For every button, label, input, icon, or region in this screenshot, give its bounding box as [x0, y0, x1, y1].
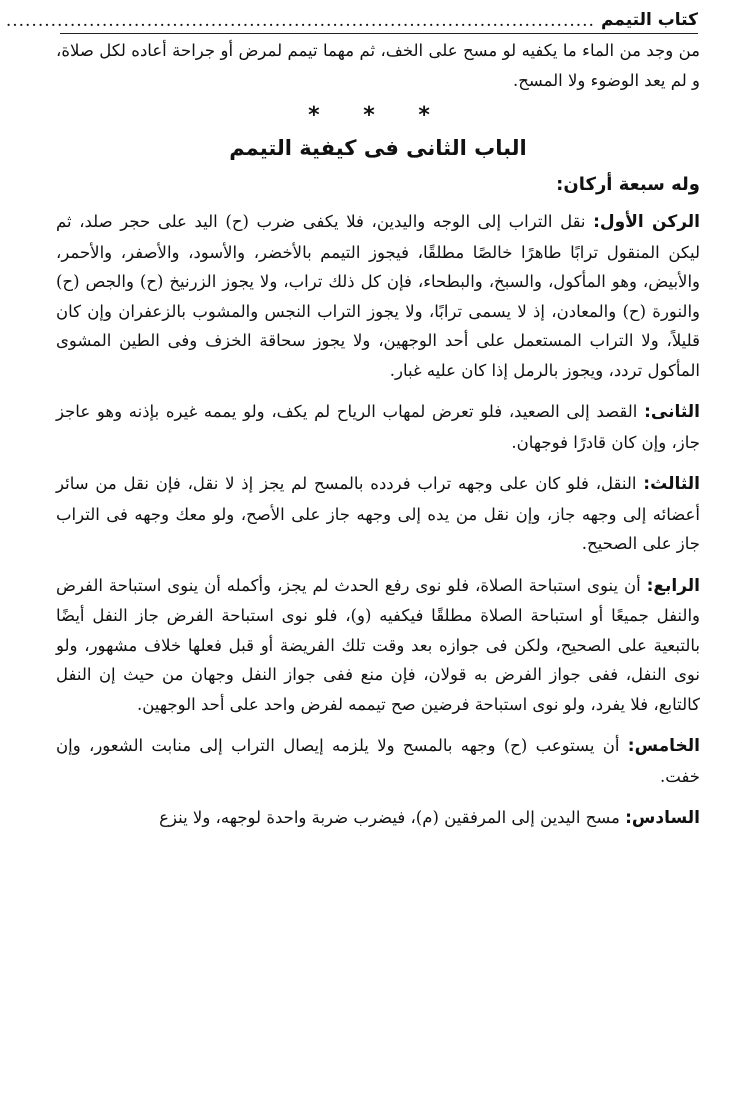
pillar-text: أن يستوعب (ح) وجهه بالمسح ولا يلزمه إيصال التراب إلى منابت الشعور، وإن خفت.: [56, 736, 700, 786]
header-book-title: كتاب التيمم: [600, 10, 698, 30]
pillar-label: السادس:: [625, 808, 700, 828]
running-header: [5, 4, 698, 34]
pillar-text: النقل، فلو كان على وجهه تراب فردده بالمسح لم يجز إذ لا نقل، فإن نقل من سائر أعضائه إلى وجهه جاز، وإن نقل من يده إلى وجهه جاز على الأصح، ولو معك وجهه فى التراب جاز على الصحيح.: [56, 474, 700, 553]
pillar-paragraph-5: [56, 731, 700, 791]
pillar-label: الخامس:: [627, 736, 700, 756]
page-body: [56, 36, 700, 846]
pillar-label: الثانى:: [644, 402, 700, 422]
pillar-text: نقل التراب إلى الوجه واليدين، فلا يكفى ضرب (ح) اليد على حجر صلد، ثم ليكن المنقول ترابًا طاهرًا خالصًا مطلقًا، فيجوز التيمم بالأخضر، والأسود، والأصفر، والأحمر، والأبيض، وهو المأكول، والسبخ، والبطحاء، فإن كل ذلك تراب، ولا يجوز الزرنيخ (ح) والجص (ح) والنورة (ح) والمعادن، إذ لا يسمى ترابًا، ولا يجوز التراب النجس والمشوب بالزعفران وإن كان قليلاً، ولا التراب المستعمل على أحد الوجهين، ولا يجوز سحاقة الخزف وفى الطين المشوى المأكول تردد، ويجوز بالرمل إذا كان عليه غبار.: [56, 212, 700, 380]
intro-paragraph: من وجد من الماء ما يكفيه لو مسح على الخف، ثم مهما تيمم لمرض أو جراحة أعاده لكل صلاة، و لم يعد الوضوء ولا المسح.: [56, 41, 700, 90]
pillar-label: الرابع:: [646, 575, 700, 596]
pillar-label: الركن الأول:: [593, 212, 700, 232]
header-dot-leader: ............................................................................................: [5, 11, 595, 31]
pillars-subheading: وله سبعة أركان:: [556, 174, 700, 195]
pillar-text: القصد إلى الصعيد، فلو تعرض لمهاب الرياح لم يكف، ولو يممه غيره بإذنه وهو عاجز جاز، وإن كان قادرًا فوجهان.: [56, 402, 700, 452]
pillar-text: مسح اليدين إلى المرفقين (م)، فيضرب ضربة واحدة لوجهه، ولا ينزع: [159, 808, 626, 827]
pillar-paragraph-1: [56, 207, 700, 385]
pillar-text: أن ينوى استباحة الصلاة، فلو نوى رفع الحدث لم يجز، وأكمله أن ينوى استباحة الفرض والنفل جميعًا أو استباحة الصلاة مطلقًا فيكفيه (و)، فلو نوى استباحة الفرض جاز النفل أيضًا بالتبعية على الصحيح، ولكن فى جوازه بعد وقت تلك الفريضة أو قبل فعلها خلاف مشهور، ولو نوى النفل، ففى جواز الفرض به قولان، فإن منع ففى جواز النفل وجهان من حيث إن النفل كالتابع، فلا يفرد، ولو نوى استباحة فرضين صح تيممه لفرض واحد على أحد الوجهين.: [56, 575, 700, 714]
pillar-paragraph-4: [56, 571, 700, 720]
section-separator: * * *: [308, 103, 448, 128]
pillar-paragraph-6: [56, 803, 700, 834]
pillar-paragraph-2: [56, 397, 700, 457]
chapter-title: الباب الثانى فى كيفية التيمم: [229, 136, 527, 160]
pillar-label: الثالث:: [643, 474, 700, 494]
pillar-paragraph-3: [56, 469, 700, 559]
